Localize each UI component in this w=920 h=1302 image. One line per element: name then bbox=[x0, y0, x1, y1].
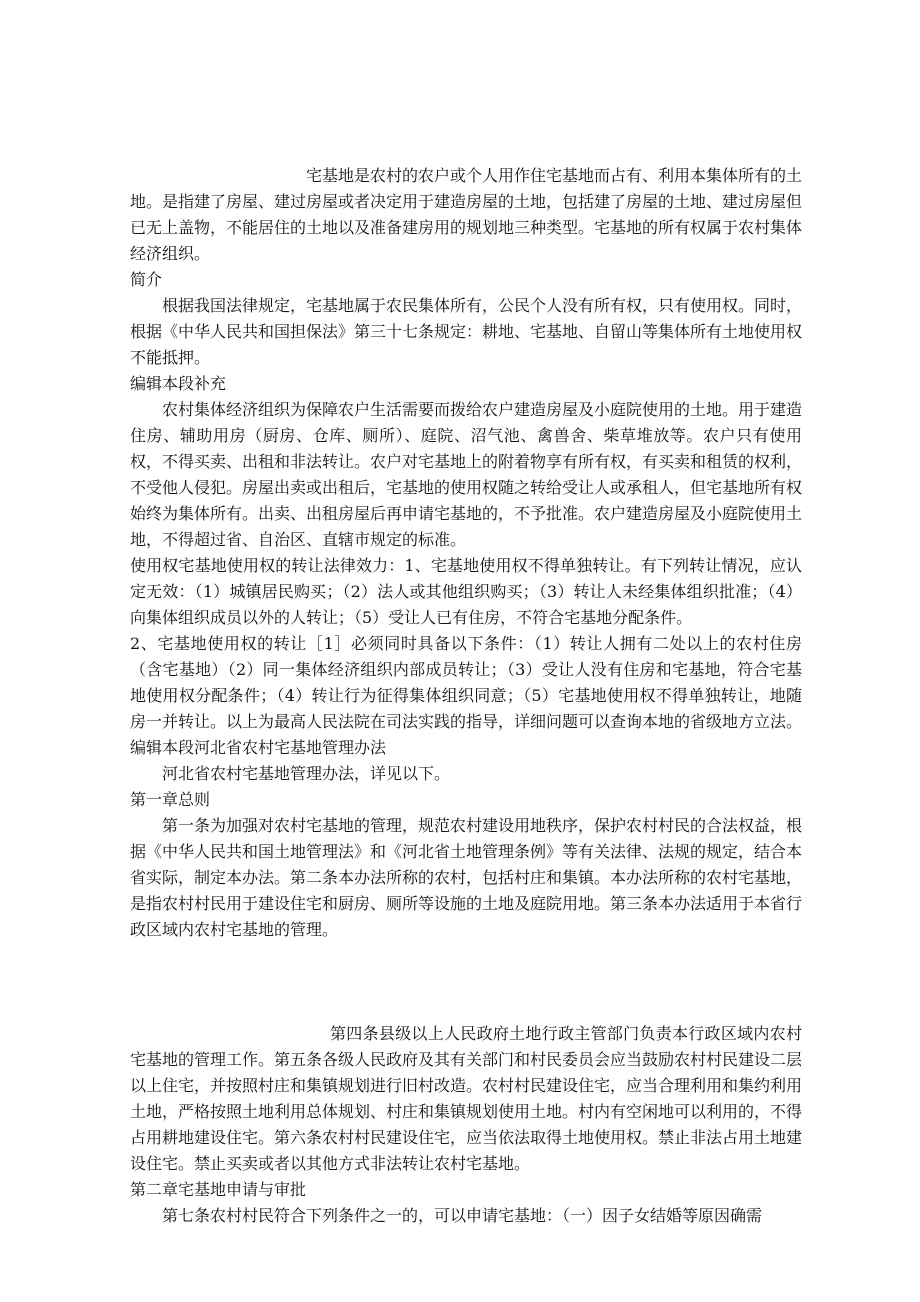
article4-paragraph: 第四条县级以上人民政府土地行政主管部门负责本行政区域内农村宅基地的管理工作。第五条各级人民政府及其有关部门和村民委员会应当鼓励农村村民建设二层以上住宅，并按照村庄和集镇规划进行旧村改造。农村村民建设住宅，应当合理利用和集约利用土地，严格按照土地利用总体规划、村庄和集镇规划使用土地。村内有空闲地可以利用的，不得占用耕地建设住宅。第六条农村村民建设住宅，应当依法取得土地使用权。禁止非法占用土地建设住宅。禁止买卖或者以其他方式非法转让农村宅基地。 bbox=[130, 1024, 803, 1173]
document-page bbox=[130, 163, 802, 1229]
transfer-paragraph-1: 使用权宅基地使用权的转让法律效力：1、宅基地使用权不得单独转让。有下列转让情况，应认定无效：（1）城镇居民购买；（2）法人或其他组织购买；（3）转让人未经集体组织批准；（4）向集体组织成员以外的人转让；（5）受让人已有住房，不符合宅基地分配条件。 bbox=[130, 556, 802, 627]
chapter1-paragraph: 第一条为加强对农村宅基地的管理，规范农村建设用地秩序，保护农村村民的合法权益，根据《中华人民共和国土地管理法》和《河北省土地管理条例》等有关法律、法规的规定，结合本省实际，制定本办法。第二条本办法所称的农村，包括村庄和集镇。本办法所称的农村宅基地，是指农村村民用于建设住宅和厨房、厕所等设施的土地及庭院用地。第三条本办法适用于本省行政区域内农村宅基地的管理。 bbox=[130, 816, 803, 939]
intro-paragraph: 宅基地是农村的农户或个人用作住宅基地而占有、利用本集体所有的土地。是指建了房屋、建过房屋或者决定用于建造房屋的土地，包括建了房屋的土地、建过房屋但已无上盖物，不能居住的土地以及准备建房用的规划地三种类型。宅基地的所有权属于农村集体经济组织。 bbox=[130, 166, 803, 263]
section-heading-supplement: 编辑本段补充 bbox=[130, 374, 227, 393]
hebei-paragraph: 河北省农村宅基地管理办法，详见以下。 bbox=[162, 764, 451, 783]
chapter-heading-1: 第一章总则 bbox=[130, 790, 211, 809]
article7-paragraph: 第七条农村村民符合下列条件之一的，可以申请宅基地：（一）因子女结婚等原因确需 bbox=[162, 1206, 763, 1225]
section-heading-intro: 简介 bbox=[130, 270, 163, 289]
page-break-spacer bbox=[130, 943, 802, 1021]
chapter-heading-2: 第二章宅基地申请与审批 bbox=[130, 1180, 307, 1199]
transfer-paragraph-2: 2、宅基地使用权的转让［1］必须同时具备以下条件：（1）转让人拥有二处以上的农村住房（含宅基地）（2）同一集体经济组织内部成员转让；（3）受让人没有住房和宅基地，符合宅基地使用权分配条件；（4）转让行为征得集体组织同意；（5）宅基地使用权不得单独转让，地随房一并转让。以上为最高人民法院在司法实践的指导，详细问题可以查询本地的省级地方立法。编辑本段河北省农村宅基地管理办法 bbox=[130, 634, 803, 757]
supplement-paragraph: 农村集体经济组织为保障农户生活需要而拨给农户建造房屋及小庭院使用的土地。用于建造住房、辅助用房（厨房、仓库、厕所）、庭院、沼气池、禽兽舍、柴草堆放等。农户只有使用权，不得买卖、出租和非法转让。农户对宅基地上的附着物享有所有权，有买卖和租赁的权利，不受他人侵犯。房屋出卖或出租后，宅基地的使用权随之转给受让人或承租人，但宅基地所有权始终为集体所有。出卖、出租房屋后再申请宅基地的，不予批准。农户建造房屋及小庭院使用土地，不得超过省、自治区、直辖市规定的标准。 bbox=[130, 400, 803, 549]
law-paragraph: 根据我国法律规定，宅基地属于农民集体所有，公民个人没有所有权，只有使用权。同时，根据《中华人民共和国担保法》第三十七条规定：耕地、宅基地、自留山等集体所有土地使用权不能抵押。 bbox=[130, 296, 803, 367]
